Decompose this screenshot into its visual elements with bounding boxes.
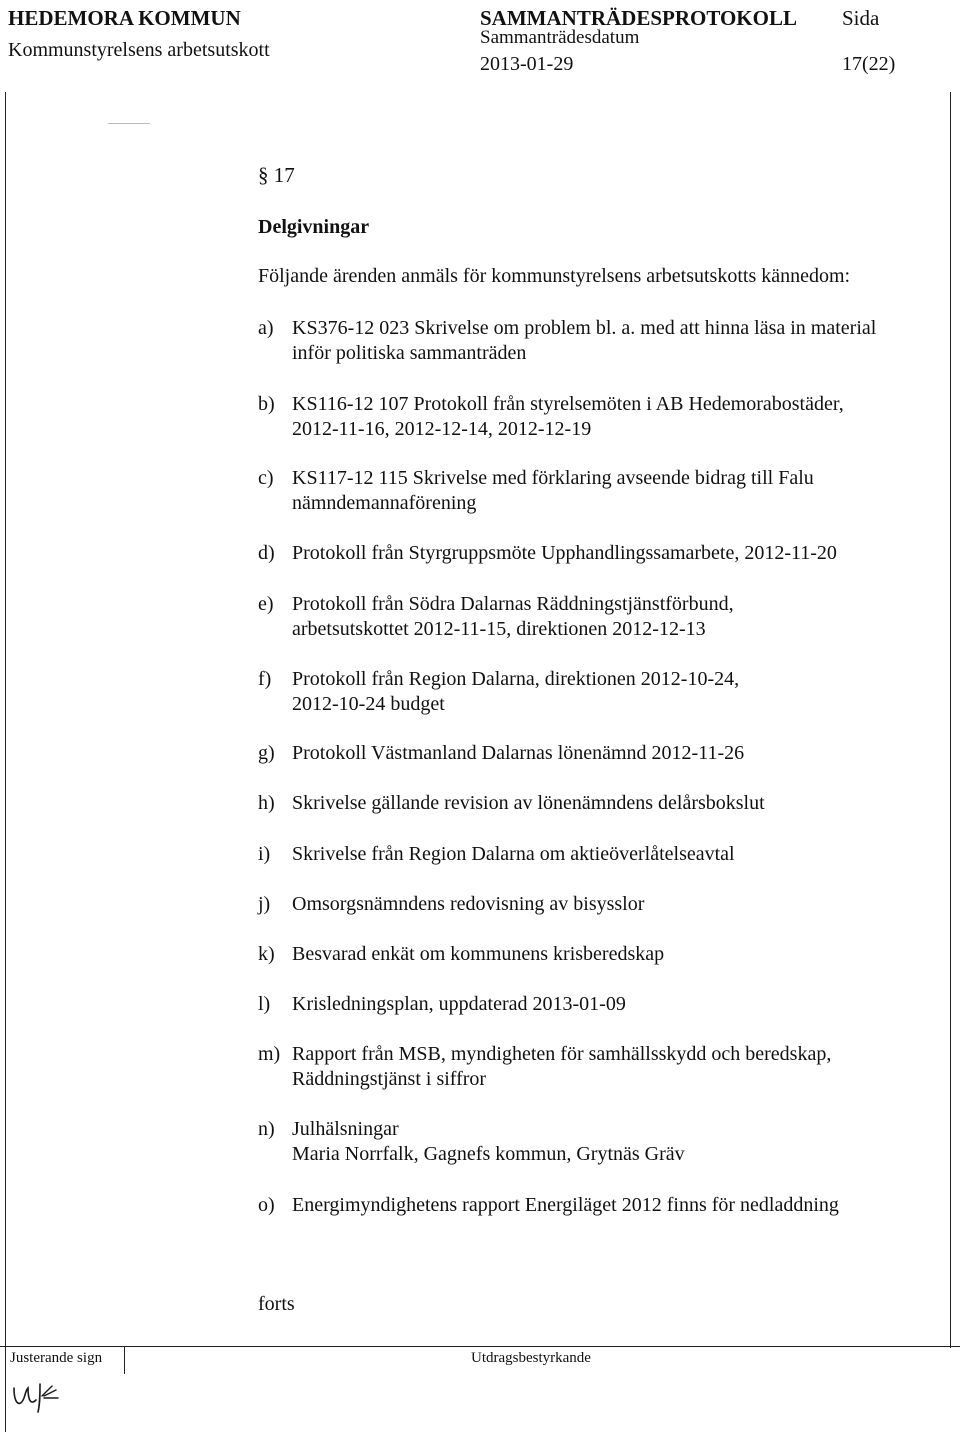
item-letter: h)	[258, 792, 275, 814]
item-letter: l)	[258, 993, 271, 1015]
item-text: Maria Norrfalk, Gagnefs kommun, Grytnäs Gräv	[292, 1143, 685, 1165]
left-margin-line	[5, 92, 6, 1432]
item-text: Energimyndighetens rapport Energiläget 2012 finns för nedladdning	[292, 1194, 839, 1216]
item-text: Protokoll Västmanland Dalarnas lönenämnd 2012-11-26	[292, 742, 745, 764]
continued-note: forts	[258, 1293, 295, 1315]
item-text: KS117-12 115 Skrivelse med förklaring avseende bidrag till Falu	[292, 467, 814, 489]
item-letter: d)	[258, 542, 275, 564]
footer-rule	[0, 1346, 960, 1347]
page-number: 17(22)	[842, 53, 896, 75]
footer-left-line	[5, 1346, 6, 1422]
page-label: Sida	[842, 6, 880, 30]
item-text: Julhälsningar	[292, 1118, 399, 1140]
right-margin-line	[950, 92, 951, 1348]
item-text: Protokoll från Region Dalarna, direktionen 2012-10-24,	[292, 668, 740, 690]
item-letter: f)	[258, 668, 272, 690]
item-letter: c)	[258, 467, 274, 489]
utdrag-label: Utdragsbestyrkande	[471, 1350, 591, 1366]
item-letter: j)	[258, 893, 271, 915]
document-type: SAMMANTRÄDESPROTOKOLL	[480, 6, 797, 30]
item-letter: g)	[258, 742, 275, 764]
item-letter: o)	[258, 1194, 275, 1216]
item-letter: b)	[258, 393, 275, 415]
item-letter: n)	[258, 1118, 275, 1140]
org-unit: Kommunstyrelsens arbetsutskott	[8, 39, 270, 61]
item-text: arbetsutskottet 2012-11-15, direktionen 2012-12-13	[292, 618, 706, 640]
item-text: KS116-12 107 Protokoll från styrelsemöten i AB Hedemorabostäder,	[292, 393, 844, 415]
item-text: Räddningstjänst i siffror	[292, 1068, 487, 1090]
justering-label: Justerande sign	[10, 1350, 103, 1366]
item-text: Besvarad enkät om kommunens krisberedskap	[292, 943, 665, 965]
section-intro: Följande ärenden anmäls för kommunstyrelsens arbetsutskotts kännedom:	[258, 265, 851, 287]
section-title: Delgivningar	[258, 216, 370, 238]
item-text: 2012-11-16, 2012-12-14, 2012-12-19	[292, 418, 592, 440]
item-text: Skrivelse gällande revision av lönenämndens delårsbokslut	[292, 792, 765, 814]
item-letter: e)	[258, 593, 274, 615]
item-letter: m)	[258, 1043, 281, 1065]
item-letter: a)	[258, 317, 274, 339]
meeting-date: 2013-01-29	[480, 53, 574, 75]
item-text: Omsorgsnämndens redovisning av bisysslor	[292, 893, 645, 915]
item-text: Rapport från MSB, myndigheten för samhällsskydd och beredskap,	[292, 1043, 832, 1065]
item-letter: k)	[258, 943, 275, 965]
item-text: 2012-10-24 budget	[292, 693, 445, 715]
handwritten-signature	[10, 1378, 74, 1414]
header-rule	[108, 123, 150, 124]
item-text: Protokoll från Södra Dalarnas Räddningstjänstförbund,	[292, 593, 734, 615]
item-text: inför politiska sammanträden	[292, 342, 527, 364]
meeting-date-label: Sammanträdesdatum	[480, 27, 640, 48]
item-letter: i)	[258, 843, 271, 865]
item-text: KS376-12 023 Skrivelse om problem bl. a. med att hinna läsa in material	[292, 317, 877, 339]
item-text: Krisledningsplan, uppdaterad 2013-01-09	[292, 993, 626, 1015]
item-text: Skrivelse från Region Dalarna om aktieöverlåtelseavtal	[292, 843, 735, 865]
item-text: Protokoll från Styrgruppsmöte Upphandlingssamarbete, 2012-11-20	[292, 542, 837, 564]
item-text: nämndemannaförening	[292, 492, 477, 514]
municipality-name: HEDEMORA KOMMUN	[8, 6, 241, 30]
footer-divider	[124, 1346, 125, 1374]
section-number: § 17	[258, 163, 295, 187]
